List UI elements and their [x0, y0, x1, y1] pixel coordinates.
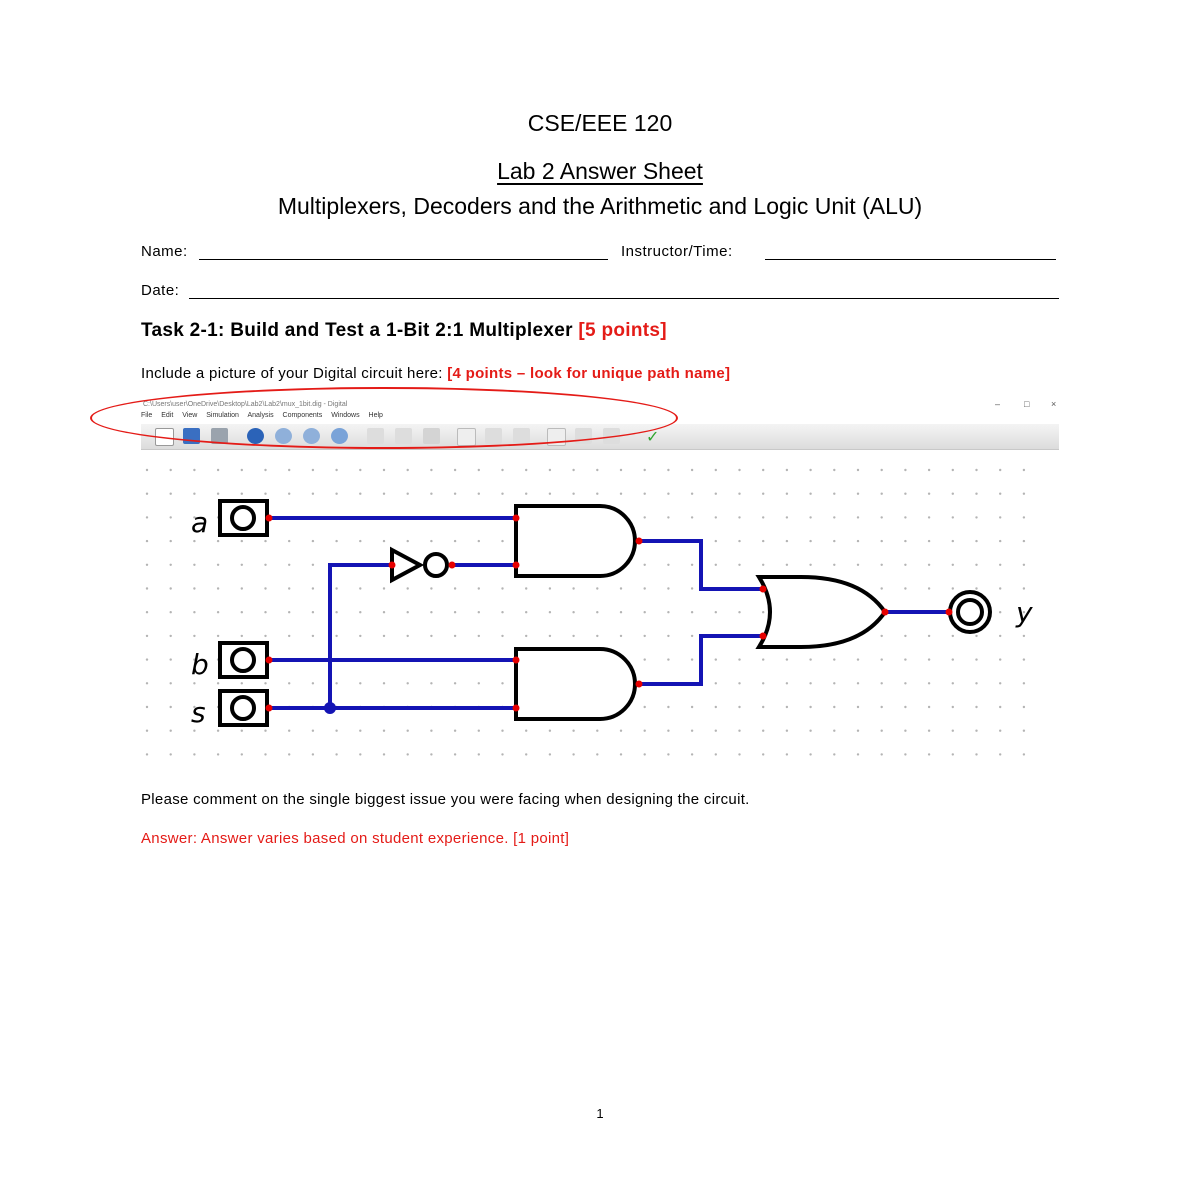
and-gate-1[interactable]: [516, 506, 635, 576]
menu-analysis[interactable]: Analysis: [247, 412, 274, 419]
task-title: Task 2-1: Build and Test a 1-Bit 2:1 Multiplexer: [141, 320, 573, 341]
and-gate-2[interactable]: [516, 649, 635, 719]
menu-help[interactable]: Help: [368, 412, 383, 419]
close-icon[interactable]: ×: [1051, 399, 1057, 409]
sheet-title: [0, 158, 1200, 185]
menu-windows[interactable]: Windows: [331, 412, 360, 419]
name-line[interactable]: [199, 259, 608, 260]
menu-file[interactable]: File: [141, 412, 153, 419]
date-line[interactable]: [189, 298, 1059, 299]
lab-subtitle: Multiplexers, Decoders and the Arithmetic and Logic Unit (ALU): [277, 193, 923, 219]
page-number: 1: [596, 1106, 604, 1121]
input-s[interactable]: [220, 691, 267, 725]
comment-prompt: Please comment on the single biggest issue you were facing when designing the circuit.: [141, 791, 750, 808]
instructor-line[interactable]: [765, 259, 1056, 260]
answer-text: Answer: Answer varies based on student experience. [1 point]: [141, 830, 570, 847]
menu-simulation[interactable]: Simulation: [206, 412, 239, 419]
window-title: C:\Users\user\OneDrive\Desktop\Lab2\Lab2\mux_1bit.dig - Digital: [143, 401, 348, 408]
wire-and2-out: [639, 636, 763, 684]
or-gate[interactable]: [759, 577, 885, 647]
sheet-title-text: Lab 2 Answer Sheet: [497, 158, 703, 184]
input-b[interactable]: [220, 643, 267, 677]
task-heading: [141, 320, 667, 342]
task-points: [5 points]: [578, 320, 667, 341]
input-label-a: a: [191, 506, 209, 539]
course-title: CSE/EEE 120: [527, 110, 673, 136]
path-name-highlight: [90, 387, 678, 449]
include-points: [4 points – look for unique path name]: [447, 365, 731, 382]
not-gate[interactable]: [392, 550, 447, 580]
output-label-y: y: [1016, 596, 1033, 629]
maximize-icon[interactable]: □: [1024, 399, 1030, 409]
circuit-canvas[interactable]: [141, 450, 1059, 770]
minimize-icon[interactable]: –: [995, 399, 1001, 409]
junction-dot: [324, 702, 336, 714]
include-text: Include a picture of your Digital circuit here:: [141, 365, 443, 382]
name-label: Name:: [141, 243, 188, 260]
circuit-screenshot: [141, 398, 1059, 770]
check-icon[interactable]: ✓: [646, 429, 660, 446]
date-label: Date:: [141, 282, 180, 299]
menu-view[interactable]: View: [182, 412, 198, 419]
menu-components[interactable]: Components: [282, 412, 323, 419]
output-y[interactable]: [950, 592, 990, 632]
input-a[interactable]: [220, 501, 267, 535]
menu-edit[interactable]: Edit: [161, 412, 174, 419]
wire-and1-out: [639, 541, 763, 589]
instructor-label: Instructor/Time:: [621, 243, 733, 260]
input-label-b: b: [191, 648, 209, 681]
input-label-s: s: [191, 696, 206, 729]
include-instruction: [141, 365, 730, 382]
